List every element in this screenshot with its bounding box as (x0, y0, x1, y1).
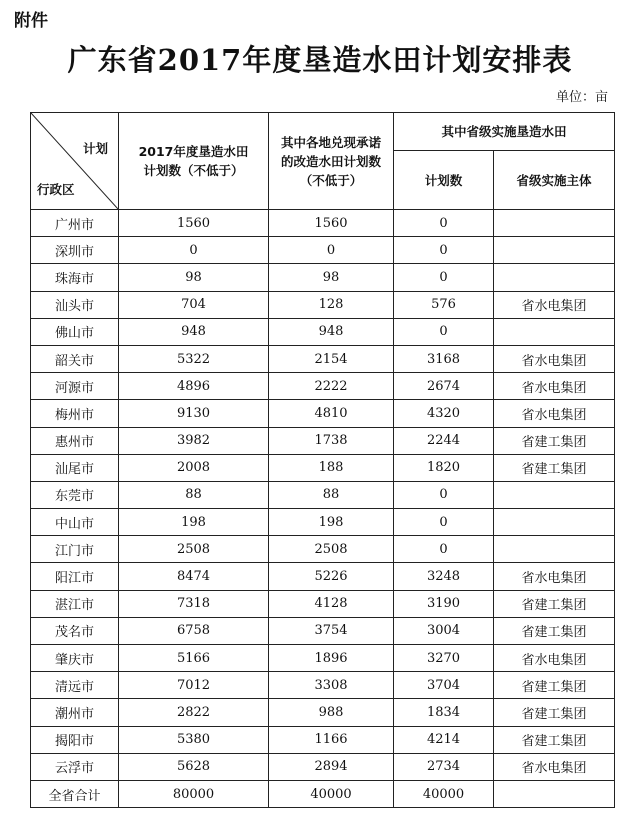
table-row (31, 264, 615, 291)
local-commit-cell: 2154 (269, 345, 394, 372)
table-row (31, 481, 615, 508)
plan-cell: 7012 (119, 672, 269, 699)
plan-cell: 2822 (119, 699, 269, 726)
table-row (31, 590, 615, 617)
provincial-plan-cell: 0 (394, 509, 494, 536)
region-cell: 广州市 (31, 210, 119, 237)
local-commit-cell: 2894 (269, 753, 394, 780)
region-cell: 汕头市 (31, 291, 119, 318)
local-commit-cell: 198 (269, 509, 394, 536)
entity-cell: 省水电集团 (494, 645, 615, 672)
provincial-plan-cell: 3248 (394, 563, 494, 590)
region-cell: 湛江市 (31, 590, 119, 617)
plan-cell: 948 (119, 318, 269, 345)
local-commit-cell: 3308 (269, 672, 394, 699)
corner-header (31, 113, 119, 210)
col-provincial-plan-header: 计划数 (394, 151, 494, 210)
local-commit-cell: 98 (269, 264, 394, 291)
table-row (31, 345, 615, 372)
plan-cell: 98 (119, 264, 269, 291)
region-cell: 佛山市 (31, 318, 119, 345)
col-local-commit-header: 其中各地兑现承诺的改造水田计划数（不低于） (269, 113, 394, 210)
entity-cell (494, 237, 615, 264)
plan-cell: 88 (119, 481, 269, 508)
region-cell: 深圳市 (31, 237, 119, 264)
table-row (31, 536, 615, 563)
table-row (31, 237, 615, 264)
local-commit-cell: 0 (269, 237, 394, 264)
local-commit-cell: 4810 (269, 400, 394, 427)
local-commit-cell: 988 (269, 699, 394, 726)
local-commit-cell: 2508 (269, 536, 394, 563)
provincial-plan-cell: 3190 (394, 590, 494, 617)
plan-cell: 198 (119, 509, 269, 536)
local-commit-cell: 1896 (269, 645, 394, 672)
local-commit-cell: 40000 (269, 780, 394, 807)
entity-cell (494, 481, 615, 508)
local-commit-cell: 188 (269, 454, 394, 481)
provincial-plan-cell: 576 (394, 291, 494, 318)
provincial-plan-cell: 40000 (394, 780, 494, 807)
region-cell: 东莞市 (31, 481, 119, 508)
table-row (31, 753, 615, 780)
col-provincial-group-header: 其中省级实施垦造水田 (394, 113, 615, 151)
plan-cell: 8474 (119, 563, 269, 590)
plan-cell: 4896 (119, 373, 269, 400)
region-cell: 惠州市 (31, 427, 119, 454)
provincial-plan-cell: 4320 (394, 400, 494, 427)
local-commit-cell: 5226 (269, 563, 394, 590)
table-row (31, 291, 615, 318)
table-row (31, 645, 615, 672)
table-row (31, 318, 615, 345)
plan-cell: 3982 (119, 427, 269, 454)
plan-table (30, 112, 615, 808)
region-cell: 河源市 (31, 373, 119, 400)
provincial-plan-cell: 2244 (394, 427, 494, 454)
region-cell: 梅州市 (31, 400, 119, 427)
region-cell: 全省合计 (31, 780, 119, 807)
table-row (31, 563, 615, 590)
local-commit-cell: 1560 (269, 210, 394, 237)
plan-cell: 6758 (119, 617, 269, 644)
entity-cell: 省水电集团 (494, 753, 615, 780)
provincial-plan-cell: 0 (394, 237, 494, 264)
region-cell: 珠海市 (31, 264, 119, 291)
provincial-plan-cell: 1820 (394, 454, 494, 481)
col-plan-2017-header: 2017年度垦造水田计划数（不低于） (119, 113, 269, 210)
region-cell: 汕尾市 (31, 454, 119, 481)
unit-label: 单位：亩 (555, 90, 608, 105)
region-cell: 韶关市 (31, 345, 119, 372)
local-commit-cell: 948 (269, 318, 394, 345)
plan-cell: 2008 (119, 454, 269, 481)
plan-cell: 7318 (119, 590, 269, 617)
entity-cell (494, 210, 615, 237)
entity-cell: 省建工集团 (494, 617, 615, 644)
provincial-plan-cell: 3704 (394, 672, 494, 699)
corner-bottom-label: 行政区 (37, 182, 75, 197)
table-row (31, 726, 615, 753)
provincial-plan-cell: 2734 (394, 753, 494, 780)
entity-cell: 省水电集团 (494, 400, 615, 427)
region-cell: 揭阳市 (31, 726, 119, 753)
region-cell: 潮州市 (31, 699, 119, 726)
provincial-plan-cell: 0 (394, 210, 494, 237)
plan-cell: 5628 (119, 753, 269, 780)
provincial-plan-cell: 0 (394, 264, 494, 291)
entity-cell (494, 264, 615, 291)
local-commit-cell: 1166 (269, 726, 394, 753)
provincial-plan-cell: 3004 (394, 617, 494, 644)
provincial-plan-cell: 2674 (394, 373, 494, 400)
local-commit-cell: 1738 (269, 427, 394, 454)
entity-cell (494, 509, 615, 536)
local-commit-cell: 4128 (269, 590, 394, 617)
provincial-plan-cell: 3270 (394, 645, 494, 672)
entity-cell (494, 318, 615, 345)
region-cell: 清远市 (31, 672, 119, 699)
entity-cell: 省建工集团 (494, 726, 615, 753)
local-commit-cell: 2222 (269, 373, 394, 400)
region-cell: 阳江市 (31, 563, 119, 590)
plan-cell: 5322 (119, 345, 269, 372)
entity-cell: 省建工集团 (494, 590, 615, 617)
entity-cell (494, 536, 615, 563)
region-cell: 肇庆市 (31, 645, 119, 672)
entity-cell: 省建工集团 (494, 699, 615, 726)
plan-cell: 9130 (119, 400, 269, 427)
provincial-plan-cell: 3168 (394, 345, 494, 372)
entity-cell: 省水电集团 (494, 373, 615, 400)
provincial-plan-cell: 0 (394, 481, 494, 508)
table-row (31, 509, 615, 536)
provincial-plan-cell: 4214 (394, 726, 494, 753)
entity-cell: 省水电集团 (494, 563, 615, 590)
plan-cell: 1560 (119, 210, 269, 237)
table-row (31, 672, 615, 699)
table-row (31, 454, 615, 481)
table-row (31, 699, 615, 726)
plan-cell: 0 (119, 237, 269, 264)
region-cell: 江门市 (31, 536, 119, 563)
page-title: 广东省2017年度垦造水田计划安排表 (67, 43, 573, 77)
region-cell: 茂名市 (31, 617, 119, 644)
provincial-plan-cell: 0 (394, 536, 494, 563)
local-commit-cell: 3754 (269, 617, 394, 644)
col-provincial-entity-header: 省级实施主体 (494, 151, 615, 210)
entity-cell: 省水电集团 (494, 291, 615, 318)
table-row (31, 617, 615, 644)
table-row (31, 210, 615, 237)
entity-cell: 省水电集团 (494, 345, 615, 372)
provincial-plan-cell: 1834 (394, 699, 494, 726)
entity-cell (494, 780, 615, 807)
local-commit-cell: 128 (269, 291, 394, 318)
local-commit-cell: 88 (269, 481, 394, 508)
plan-cell: 80000 (119, 780, 269, 807)
entity-cell: 省建工集团 (494, 454, 615, 481)
plan-cell: 5166 (119, 645, 269, 672)
table-row (31, 427, 615, 454)
entity-cell: 省建工集团 (494, 427, 615, 454)
region-cell: 云浮市 (31, 753, 119, 780)
table-row (31, 373, 615, 400)
plan-cell: 704 (119, 291, 269, 318)
corner-top-label: 计划 (82, 141, 108, 156)
plan-cell: 2508 (119, 536, 269, 563)
region-cell: 中山市 (31, 509, 119, 536)
table-row (31, 400, 615, 427)
provincial-plan-cell: 0 (394, 318, 494, 345)
table-row (31, 780, 615, 807)
entity-cell: 省建工集团 (494, 672, 615, 699)
plan-cell: 5380 (119, 726, 269, 753)
attachment-label: 附件 (14, 11, 48, 31)
